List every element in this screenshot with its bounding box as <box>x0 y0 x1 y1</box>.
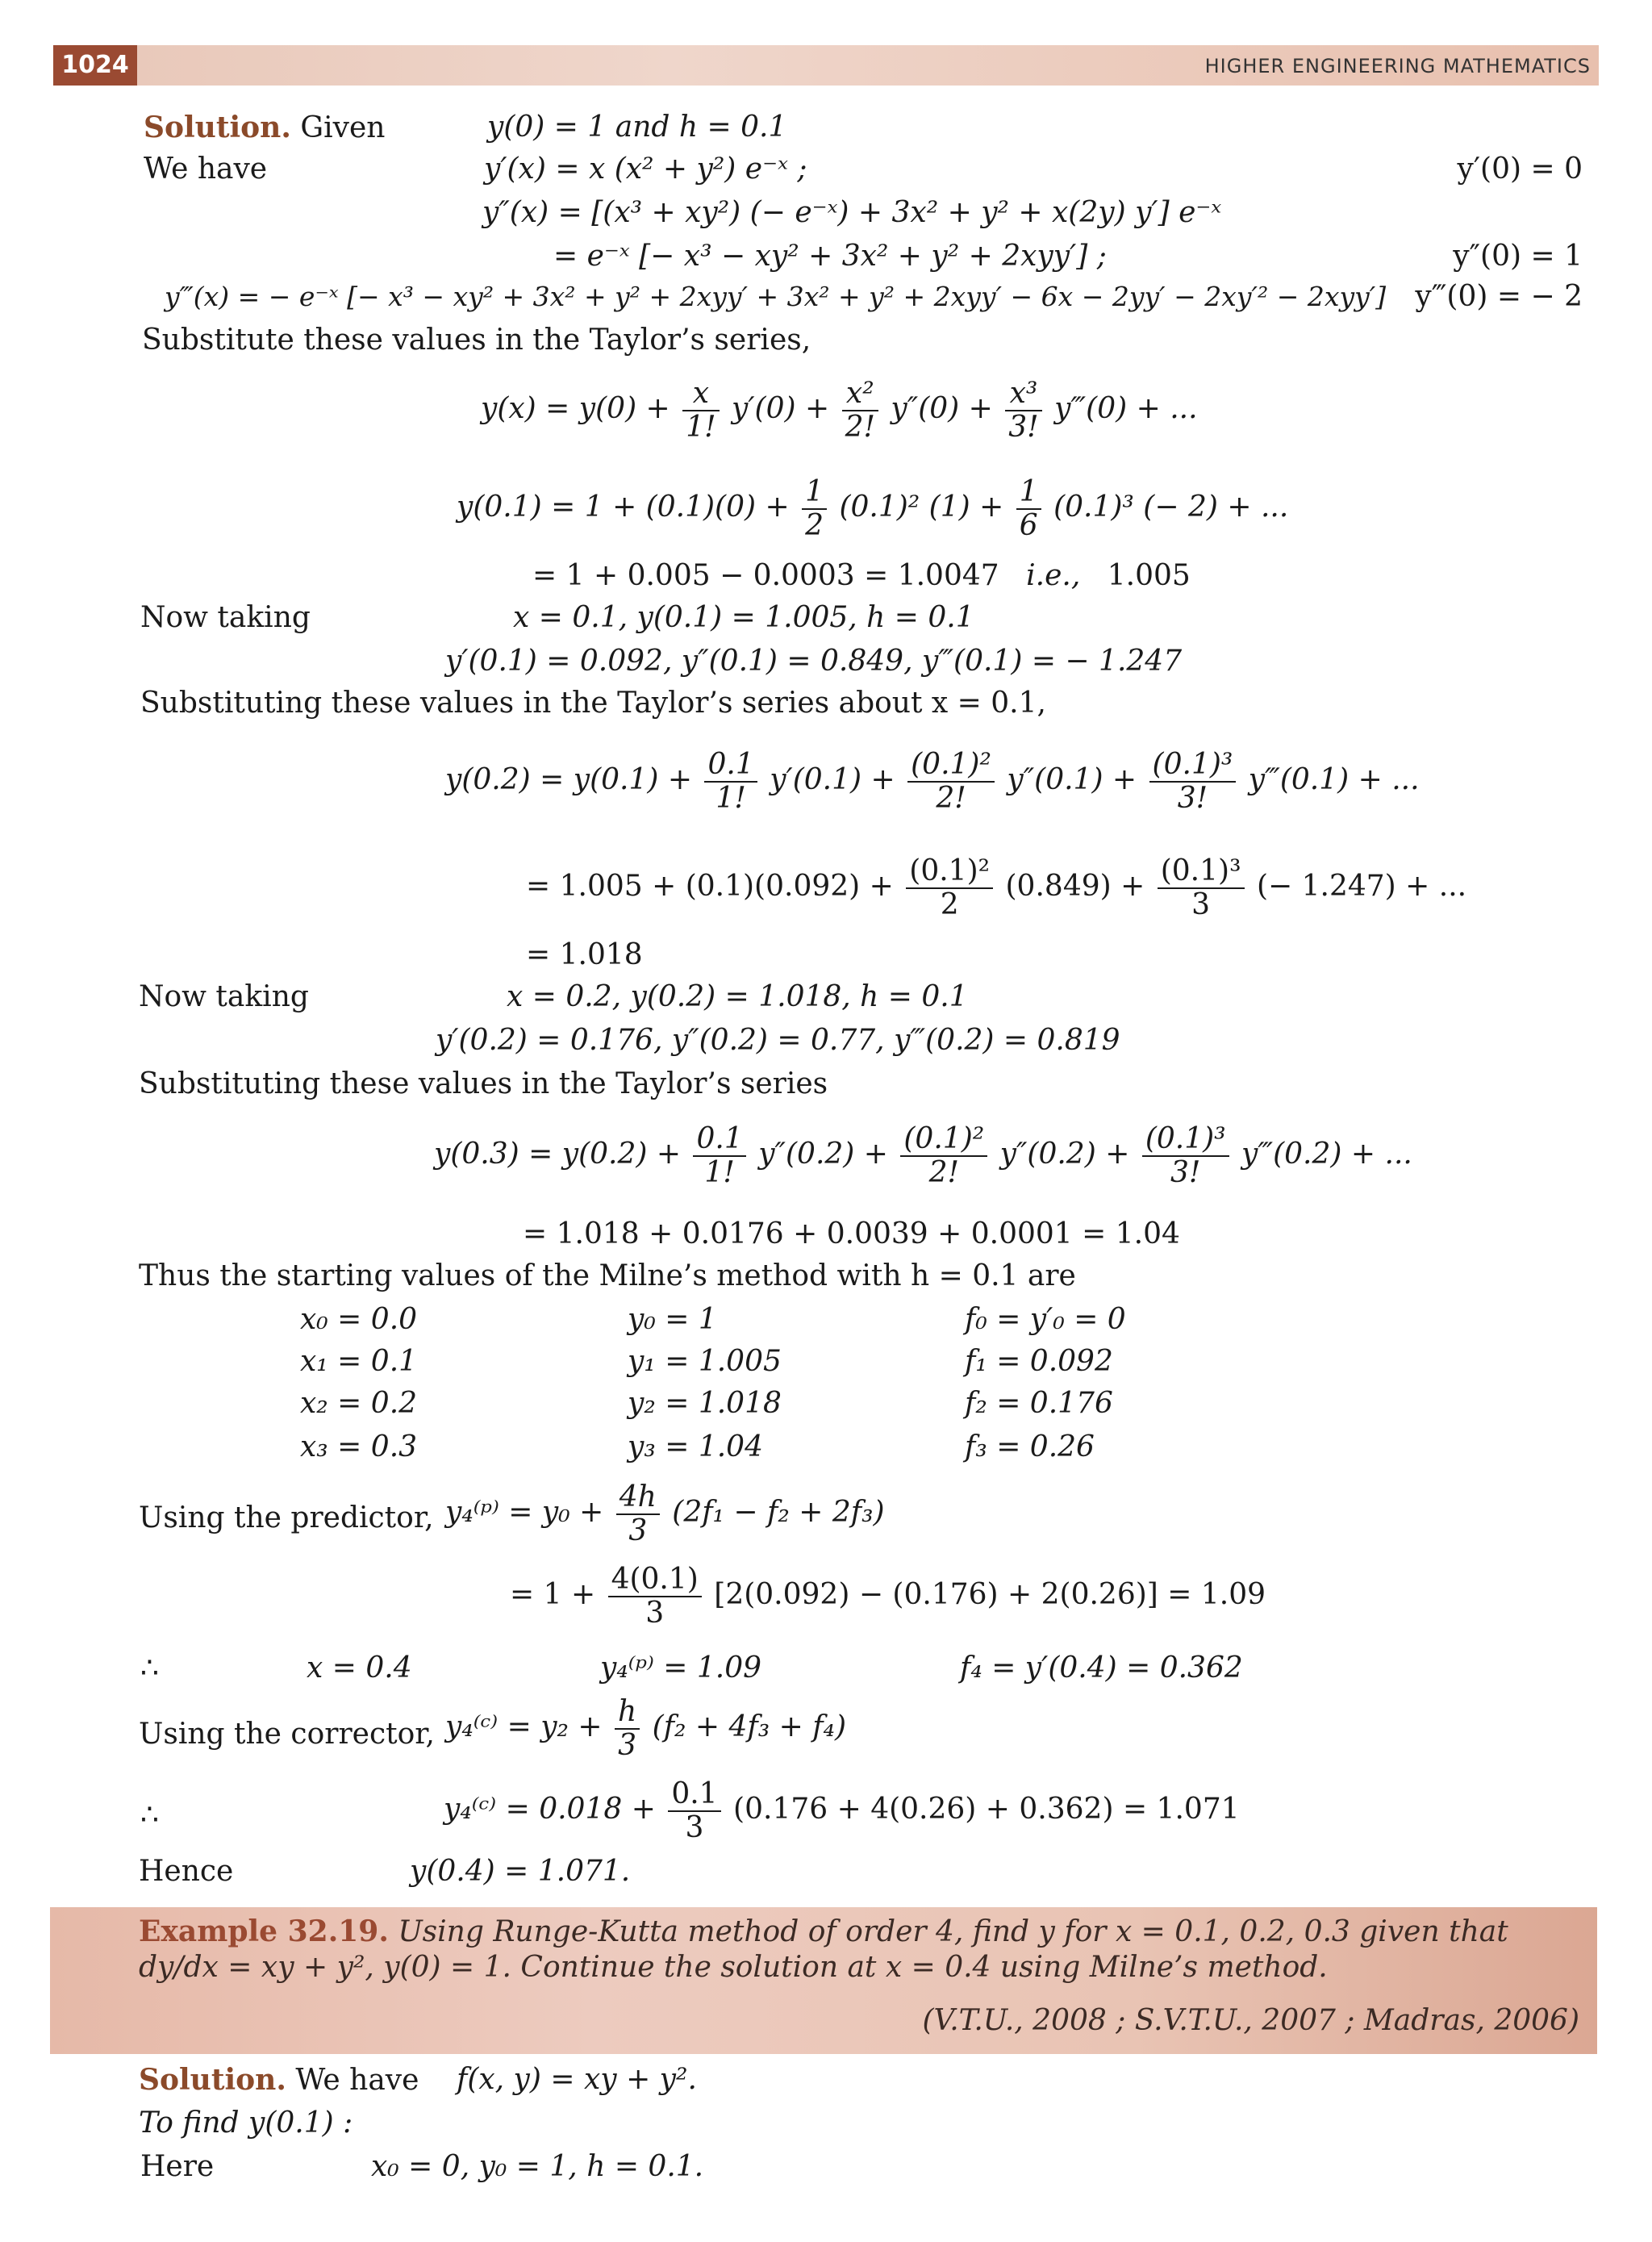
y-0.1-expansion: y(0.1) = 1 + (0.1)(0) + $\frac{1}{2}$ (0.1)² (1) + $\frac{1}{6}$ (0.1)³ (− 2) + ... <box>457 475 1289 542</box>
table-y-0: y₀ = 1 <box>628 1303 717 1336</box>
corrector-numeric: y₄⁽ᶜ⁾ = 0.018 + $\frac{0.1}{3}$ (0.176 + 4(0.26) + 0.362) = 1.071 <box>444 1777 1240 1844</box>
values-at-0.1: x = 0.1, y(0.1) = 1.005, h = 0.1 <box>513 601 974 634</box>
table-x-2: x₂ = 0.2 <box>300 1387 418 1420</box>
therefore-symbol-2: ∴ <box>140 1798 159 1831</box>
third-derivative-eq: y‴(x) = − e⁻ˣ [− x³ − xy² + 3x² + y² + 2xyy′ + 3x² + y² + 2xyy′ − 6x − 2yy′ − 2xy′² − 2xyy′] <box>165 281 1387 312</box>
x-0.4: x = 0.4 <box>307 1651 412 1685</box>
we-have-label: We have <box>144 152 268 186</box>
derivatives-at-0.2: y′(0.2) = 0.176, y″(0.2) = 0.77, y‴(0.2) = 0.819 <box>436 1024 1120 1057</box>
predicted-y4: y₄⁽ᵖ⁾ = 1.09 <box>600 1651 762 1685</box>
corrector-formula: y₄⁽ᶜ⁾ = y₂ + $\frac{h}{3}$ (f₂ + 4f₃ + f₄) <box>445 1695 847 1762</box>
table-f-1: f₁ = 0.092 <box>965 1345 1113 1378</box>
y-triple-prime-0: y‴(0) = − 2 <box>1415 280 1583 313</box>
table-y-3: y₃ = 1.04 <box>628 1430 763 1463</box>
table-f-3: f₃ = 0.26 <box>965 1430 1095 1463</box>
given-expression: y(0) = 1 and h = 0.1 <box>487 111 787 144</box>
y-0.2-taylor: y(0.2) = y(0.1) + $\frac{0.1}{1!}$ y′(0.1) + $\frac{\text{(0.1)²}}{2!}$ y″(0.1) + $\frac{\text{(0.1)³}}{3!}$ y‴(0.1) + ... <box>445 748 1420 815</box>
y-0.3-taylor: y(0.3) = y(0.2) + $\frac{0.1}{1!}$ y″(0.2) + $\frac{\text{(0.1)²}}{2!}$ y″(0.2) + $\frac{\text{(0.1)³}}{3!}$ y‴(0.2) + ... <box>434 1122 1412 1189</box>
now-taking-2: Now taking <box>139 980 309 1013</box>
table-y-1: y₁ = 1.005 <box>628 1345 782 1378</box>
solution2-heading: Solution. We have <box>139 2063 419 2097</box>
substituting-taylor: Substituting these values in the Taylor’s series <box>139 1067 828 1100</box>
first-derivative-eq: y′(x) = x (x² + y²) e⁻ˣ ; <box>484 152 807 186</box>
initial-values: x₀ = 0, y₀ = 1, h = 0.1. <box>371 2150 704 2183</box>
table-f-0: f₀ = y′₀ = 0 <box>965 1303 1126 1336</box>
y-0.3-result: = 1.018 + 0.0176 + 0.0039 + 0.0001 = 1.04 <box>523 1217 1180 1250</box>
starting-values-text: Thus the starting values of the Milne’s method with h = 0.1 are <box>139 1259 1076 1292</box>
final-result: y(0.4) = 1.071. <box>410 1855 631 1888</box>
derivatives-at-0.1: y′(0.1) = 0.092, y″(0.1) = 0.849, y‴(0.1) = − 1.247 <box>445 645 1183 678</box>
substitute-text: Substitute these values in the Taylor’s series, <box>142 324 811 357</box>
page-number: 1024 <box>53 45 137 86</box>
predictor-formula: y₄⁽ᵖ⁾ = y₀ + $\frac{4h}{3}$ (2f₁ − f₂ + 2f₃) <box>445 1480 885 1547</box>
solution-heading: Solution. Given <box>144 111 386 144</box>
predictor-numeric: = 1 + $\frac{4(0.1)}{3}$ [2(0.092) − (0.176) + 2(0.26)] = 1.09 <box>510 1563 1266 1630</box>
hence-label: Hence <box>139 1855 234 1888</box>
running-head: HIGHER ENGINEERING MATHEMATICS <box>1204 55 1591 77</box>
second-derivative-simplified: = e⁻ˣ [− x³ − xy² + 3x² + y² + 2xyy′] ; <box>553 240 1107 273</box>
predictor-label: Using the predictor, <box>139 1501 434 1534</box>
y-0.1-result: = 1 + 0.005 − 0.0003 = 1.0047 i.e., 1.005 <box>532 559 1191 592</box>
therefore-symbol-1: ∴ <box>140 1651 159 1685</box>
values-at-0.2: x = 0.2, y(0.2) = 1.018, h = 0.1 <box>507 980 968 1013</box>
to-find-label: To find y(0.1) : <box>139 2106 353 2140</box>
f4-value: f₄ = y′(0.4) = 0.362 <box>960 1651 1243 1685</box>
example-statement: Example 32.19. Using Runge-Kutta method of order 4, find y for x = 0.1, 0.2, 0.3 given that dy/dx = xy + y², y(0) = 1. Continue the solution at x = 0.4 using Milne’s method. <box>139 1914 1508 1984</box>
table-y-2: y₂ = 1.018 <box>628 1387 782 1420</box>
second-derivative-eq: y″(x) = [(x³ + xy²) (− e⁻ˣ) + 3x² + y² + x(2y) y′] e⁻ˣ <box>482 196 1222 229</box>
y-double-prime-0: y″(0) = 1 <box>1453 240 1583 273</box>
corrector-label: Using the corrector, <box>139 1718 435 1751</box>
now-taking-1: Now taking <box>140 601 311 634</box>
table-f-2: f₂ = 0.176 <box>965 1387 1113 1420</box>
y-0.2-numeric: = 1.005 + (0.1)(0.092) + $\frac{\text{(0.1)²}}{2}$ (0.849) + $\frac{\text{(0.1)³}}{3}$ (− 1.247) + ... <box>526 854 1467 921</box>
table-x-3: x₃ = 0.3 <box>300 1430 418 1463</box>
solution2-function: f(x, y) = xy + y². <box>457 2063 697 2096</box>
here-label: Here <box>140 2150 215 2183</box>
y-0.2-result: = 1.018 <box>526 938 643 971</box>
substituting-about-0.1: Substituting these values in the Taylor’s series about x = 0.1, <box>140 687 1046 720</box>
table-x-0: x₀ = 0.0 <box>300 1303 418 1336</box>
taylor-series-general: y(x) = y(0) + $\frac{x}{1!}$ y′(0) + $\frac{\text{x²}}{2!}$ y″(0) + $\frac{\text{x³}}{3!}$ y‴(0) + ... <box>481 377 1198 444</box>
table-x-1: x₁ = 0.1 <box>300 1345 418 1378</box>
example-references: (V.T.U., 2008 ; S.V.T.U., 2007 ; Madras, 2006) <box>922 2004 1579 2037</box>
y-prime-0: y′(0) = 0 <box>1457 152 1583 186</box>
